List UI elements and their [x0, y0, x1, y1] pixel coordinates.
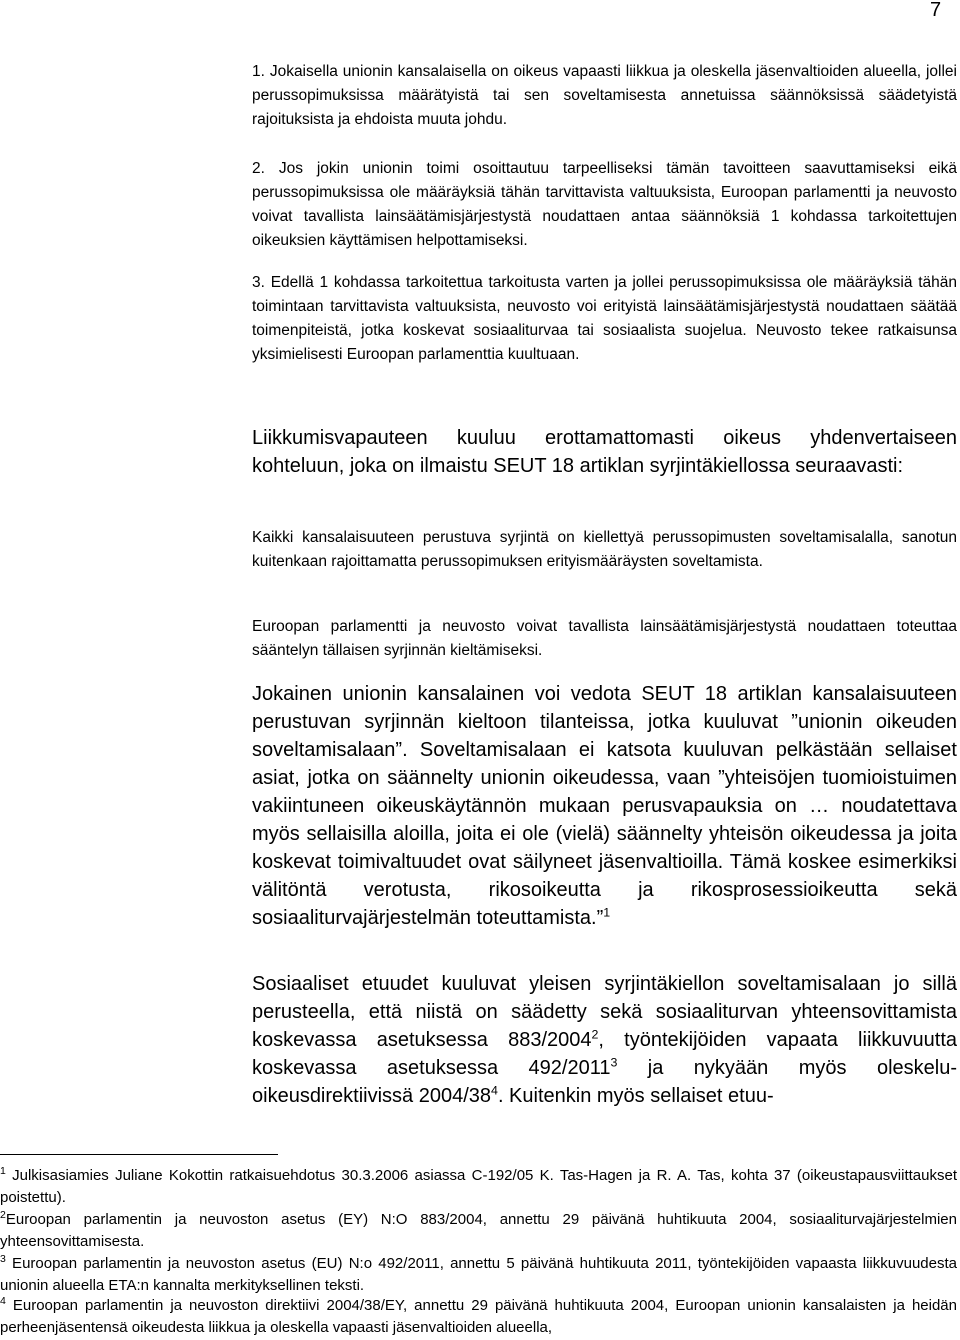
footnote-1-number: 1 — [0, 1165, 6, 1177]
paragraph-5-text: Kaikki kansalaisuuteen perustuva syrjintä on kiellettyä perussopimusten soveltamisalalla, sanotun kuitenkaan rajoittamatta perussopimuksen erityismääräysten soveltamista. — [252, 529, 957, 570]
paragraph-4-text: Liikkumisvapauteen kuuluu erottamattomasti oikeus yhdenvertaiseen kohteluun, joka on ilmaistu SEUT 18 artiklan syrjintäkiellossa seuraavasti: — [252, 427, 957, 477]
paragraph-2 — [252, 157, 957, 253]
footnote-4-number: 4 — [0, 1295, 6, 1307]
footnote-ref-1[interactable]: 1 — [603, 905, 611, 920]
footnote-1 — [0, 1165, 957, 1209]
footnote-ref-3[interactable]: 3 — [610, 1055, 618, 1070]
paragraph-3-text: 3. Edellä 1 kohdassa tarkoitettua tarkoitusta varten ja jollei perussopimuksissa ole määräyksiä tähän toimintaan tarvittavista valtuuksista, neuvosto voi erityistä lainsäätämisjärjestystä noudattaen säätää toimenpiteistä, jotka koskevat sosiaaliturvaa tai sosiaalista suojelua. Neuvosto tekee ratkaisunsa yksimielisesti Euroopan parlamenttia kuultuaan. — [252, 274, 957, 363]
page-number: 7 — [930, 0, 942, 21]
paragraph-5 — [252, 526, 957, 574]
paragraph-8-text-b: , työntekijöiden vapaata liikkuvuutta koskevassa asetuksessa 492/2011 — [252, 1029, 957, 1079]
paragraph-6-text: Euroopan parlamentti ja neuvosto voivat tavallista lainsäätämisjärjestystä noudattaen toteuttaa sääntelyn tällaisen syrjinnän kieltämiseksi. — [252, 618, 957, 659]
footnote-2-text: Euroopan parlamentin ja neuvoston asetus (EY) N:O 883/2004, annettu 29 päivänä huhtikuuta 2004, sosiaaliturvajärjestelmien yhteensovittamisesta. — [0, 1211, 957, 1250]
footnote-2 — [0, 1209, 957, 1253]
paragraph-1 — [252, 60, 957, 132]
paragraph-1-text: 1. Jokaisella unionin kansalaisella on oikeus vapaasti liikkua ja oleskella jäsenvaltioiden alueella, jollei perussopimuksissa määrätyistä tai sen soveltamisesta annetuissa säännöksissä säädetyistä rajoituksista ja ehdoista muuta johdu. — [252, 63, 957, 128]
footnote-3-number: 3 — [0, 1253, 6, 1265]
paragraph-8 — [252, 970, 957, 1110]
footnote-ref-4[interactable]: 4 — [491, 1083, 498, 1098]
footnote-ref-2[interactable]: 2 — [591, 1027, 599, 1042]
footnote-4-text: Euroopan parlamentin ja neuvoston direktiivi 2004/38/EY, annettu 29 päivänä huhtikuuta 2004, Euroopan unionin kansalaisten ja heidän perheenjäsentensä oikeudesta liikkua ja oleskella vapaasti jäsenvaltioiden alueella, — [0, 1297, 957, 1336]
paragraph-3 — [252, 271, 957, 367]
paragraph-6 — [252, 615, 957, 663]
footnote-separator — [0, 1154, 278, 1155]
footnote-1-text: Julkisasiamies Juliane Kokottin ratkaisuehdotus 30.3.2006 asiassa C-192/05 K. Tas-Hagen ja R. A. Tas, kohta 37 (oikeustapausviittaukset poistettu). — [0, 1167, 957, 1206]
footnote-3 — [0, 1253, 957, 1297]
paragraph-7-text: Jokainen unionin kansalainen voi vedota SEUT 18 artiklan kansalaisuuteen perustuvan syrjinnän kieltoon tilanteissa, jotka kuuluvat ”unionin oikeuden soveltamisalaan”. Soveltamisalaan ei katsota kuuluvan pelkästään sellaiset asiat, jotka on säännelty unionin oikeudessa, vaan ”yhteisöjen tuomioistuimen vakiintuneen oikeuskäytännön mukaan perusvapauksia on … noudatettava myös sellaisilla aloilla, joita ei ole (vielä) säännelty yhteisön oikeudessa ja joita koskevat toimivaltuudet ovat säilyneet jäsenvaltioilla. Tämä koskee esimerkiksi välitöntä verotusta, rikosoikeutta ja rikosprosessioikeutta sekä sosiaaliturvajärjestelmän toteuttamista.” — [252, 683, 957, 929]
footnote-4 — [0, 1295, 957, 1339]
paragraph-8-text-a: Sosiaaliset etuudet kuuluvat yleisen syrjintäkiellon soveltamisalaan jo sillä perusteella, että niistä on säädetty sekä sosiaaliturvan yhteensovittamista koskevassa asetuksessa 883/2004 — [252, 973, 957, 1051]
paragraph-8-text-d: . Kuitenkin myös sellaiset etuu- — [497, 1085, 774, 1107]
footnote-3-text: Euroopan parlamentin ja neuvoston asetus (EU) N:o 492/2011, annettu 5 päivänä huhtikuuta 2011, työntekijöiden vapaasta liikkuvuudesta unionin alueella ETA:n kannalta merkityksellinen teksti. — [0, 1255, 957, 1294]
paragraph-4 — [252, 424, 957, 480]
footnote-2-number: 2 — [0, 1209, 6, 1221]
paragraph-8-text-c: ja nykyään myös oleskelu-oikeusdirektiivissä 2004/38 — [252, 1057, 957, 1107]
paragraph-7 — [252, 680, 957, 932]
paragraph-2-text: 2. Jos jokin unionin toimi osoittautuu tarpeelliseksi tämän tavoitteen saavuttamiseksi eikä perussopimuksissa ole määräyksiä tähän tarvittavista valtuuksista, Euroopan parlamentti ja neuvosto voivat tavallista lainsäätämisjärjestystä noudattaen antaa säännöksiä 1 kohdassa tarkoitettujen oikeuksien käyttämisen helpottamiseksi. — [252, 160, 957, 249]
